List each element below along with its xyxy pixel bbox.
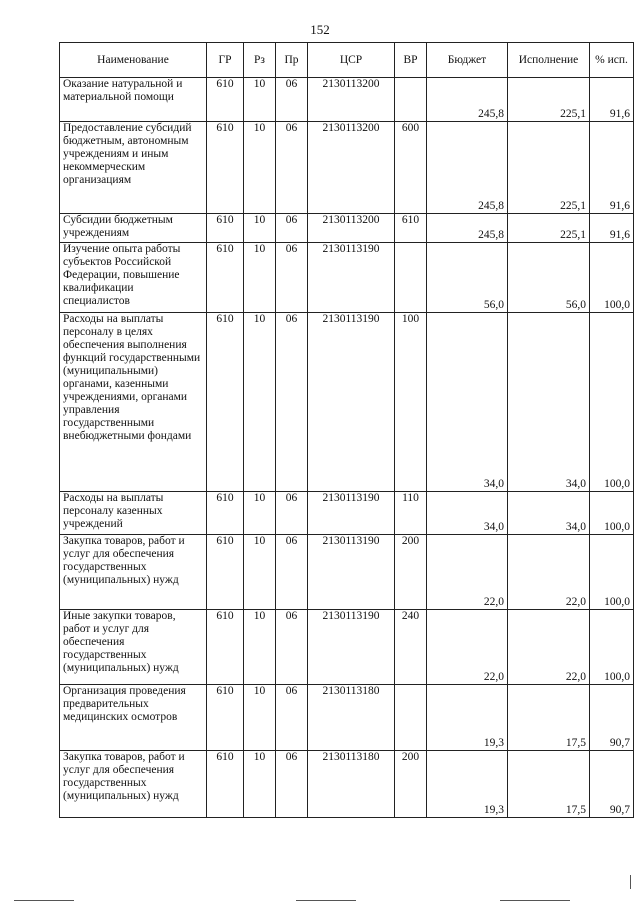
table-row: [60, 214, 634, 243]
header-gr: ГР: [207, 43, 244, 78]
cell-budget: 22,0: [427, 535, 508, 610]
cell-percent: 100,0: [590, 243, 634, 313]
cell-csr: 2130113180: [308, 751, 395, 818]
cell-execution: 34,0: [508, 492, 590, 535]
cell-budget: 34,0: [427, 313, 508, 492]
cell-vr: 600: [395, 122, 427, 214]
cell-percent: 100,0: [590, 492, 634, 535]
cell-vr: 200: [395, 751, 427, 818]
cell-budget: 56,0: [427, 243, 508, 313]
cell-rz: 10: [244, 685, 276, 751]
cell-percent: 90,7: [590, 751, 634, 818]
cell-vr: [395, 243, 427, 313]
cell-vr: 100: [395, 313, 427, 492]
cell-pr: 06: [276, 78, 308, 122]
cell-pr: 06: [276, 122, 308, 214]
cell-rz: 10: [244, 78, 276, 122]
table-row: [60, 492, 634, 535]
cell-budget: 34,0: [427, 492, 508, 535]
table-body: [60, 78, 634, 818]
header-budget: Бюджет: [427, 43, 508, 78]
table-header-row: [60, 43, 634, 78]
cell-rz: 10: [244, 751, 276, 818]
footer-divider: [500, 900, 570, 901]
cell-name: Иные закупки товаров, работ и услуг для обеспечения государственных (муниципальных) нужд: [60, 610, 207, 685]
cell-rz: 10: [244, 122, 276, 214]
cell-vr: [395, 685, 427, 751]
cell-budget: 245,8: [427, 78, 508, 122]
cell-gr: 610: [207, 610, 244, 685]
footer-divider: [296, 900, 356, 901]
header-name: Наименование: [60, 43, 207, 78]
cell-pr: 06: [276, 492, 308, 535]
budget-table: [59, 42, 634, 818]
cell-execution: 56,0: [508, 243, 590, 313]
cell-execution: 34,0: [508, 313, 590, 492]
cell-name: Предоставление субсидий бюджетным, автономным учреждениям и иным некоммерческим организациям: [60, 122, 207, 214]
cell-csr: 2130113190: [308, 535, 395, 610]
table-row: [60, 751, 634, 818]
cell-rz: 10: [244, 243, 276, 313]
table-row: [60, 78, 634, 122]
cell-name: Изучение опыта работы субъектов Российской Федерации, повышение квалификации специалистов: [60, 243, 207, 313]
cell-budget: 19,3: [427, 685, 508, 751]
cell-pr: 06: [276, 751, 308, 818]
page-number: 152: [310, 22, 330, 37]
cell-percent: 100,0: [590, 535, 634, 610]
cell-rz: 10: [244, 313, 276, 492]
cell-execution: 22,0: [508, 610, 590, 685]
cell-name: Расходы на выплаты персоналу в целях обеспечения выполнения функций государственными (муниципальными) органами, казенными учреждениями, органами управления государственными внебюджетными фондами: [60, 313, 207, 492]
cell-csr: 2130113200: [308, 78, 395, 122]
table-row: [60, 610, 634, 685]
table-row: [60, 313, 634, 492]
cell-execution: 225,1: [508, 122, 590, 214]
header-execution: Исполнение: [508, 43, 590, 78]
cell-rz: 10: [244, 535, 276, 610]
cell-csr: 2130113190: [308, 313, 395, 492]
cell-gr: 610: [207, 243, 244, 313]
header-vr: ВР: [395, 43, 427, 78]
edge-mark: [630, 875, 631, 889]
cell-rz: 10: [244, 610, 276, 685]
cell-percent: 100,0: [590, 313, 634, 492]
cell-percent: 91,6: [590, 122, 634, 214]
cell-name: Расходы на выплаты персоналу казенных учреждений: [60, 492, 207, 535]
cell-vr: 110: [395, 492, 427, 535]
cell-execution: 17,5: [508, 751, 590, 818]
cell-gr: 610: [207, 492, 244, 535]
cell-vr: 610: [395, 214, 427, 243]
cell-name: Субсидии бюджетным учреждениям: [60, 214, 207, 243]
cell-pr: 06: [276, 610, 308, 685]
cell-budget: 19,3: [427, 751, 508, 818]
header-percent: % исп.: [590, 43, 634, 78]
cell-csr: 2130113180: [308, 685, 395, 751]
cell-gr: 610: [207, 214, 244, 243]
header-rz: Рз: [244, 43, 276, 78]
table-row: [60, 535, 634, 610]
cell-name: Организация проведения предварительных медицинских осмотров: [60, 685, 207, 751]
cell-csr: 2130113190: [308, 492, 395, 535]
footer-divider: [14, 900, 74, 901]
cell-name: Оказание натуральной и материальной помощи: [60, 78, 207, 122]
cell-name: Закупка товаров, работ и услуг для обеспечения государственных (муниципальных) нужд: [60, 535, 207, 610]
cell-vr: 240: [395, 610, 427, 685]
header-pr: Пр: [276, 43, 308, 78]
table-row: [60, 243, 634, 313]
cell-pr: 06: [276, 535, 308, 610]
cell-name: Закупка товаров, работ и услуг для обеспечения государственных (муниципальных) нужд: [60, 751, 207, 818]
header-csr: ЦСР: [308, 43, 395, 78]
cell-csr: 2130113190: [308, 610, 395, 685]
cell-pr: 06: [276, 214, 308, 243]
cell-execution: 225,1: [508, 214, 590, 243]
cell-csr: 2130113200: [308, 214, 395, 243]
cell-budget: 245,8: [427, 122, 508, 214]
cell-gr: 610: [207, 535, 244, 610]
cell-pr: 06: [276, 313, 308, 492]
table-row: [60, 685, 634, 751]
cell-budget: 245,8: [427, 214, 508, 243]
cell-execution: 225,1: [508, 78, 590, 122]
cell-percent: 91,6: [590, 78, 634, 122]
cell-pr: 06: [276, 243, 308, 313]
cell-pr: 06: [276, 685, 308, 751]
cell-percent: 100,0: [590, 610, 634, 685]
cell-csr: 2130113200: [308, 122, 395, 214]
cell-gr: 610: [207, 685, 244, 751]
cell-rz: 10: [244, 214, 276, 243]
table-row: [60, 122, 634, 214]
cell-rz: 10: [244, 492, 276, 535]
cell-percent: 90,7: [590, 685, 634, 751]
cell-vr: 200: [395, 535, 427, 610]
cell-vr: [395, 78, 427, 122]
cell-gr: 610: [207, 78, 244, 122]
cell-csr: 2130113190: [308, 243, 395, 313]
cell-percent: 91,6: [590, 214, 634, 243]
cell-gr: 610: [207, 122, 244, 214]
cell-gr: 610: [207, 751, 244, 818]
cell-execution: 17,5: [508, 685, 590, 751]
cell-gr: 610: [207, 313, 244, 492]
cell-execution: 22,0: [508, 535, 590, 610]
cell-budget: 22,0: [427, 610, 508, 685]
